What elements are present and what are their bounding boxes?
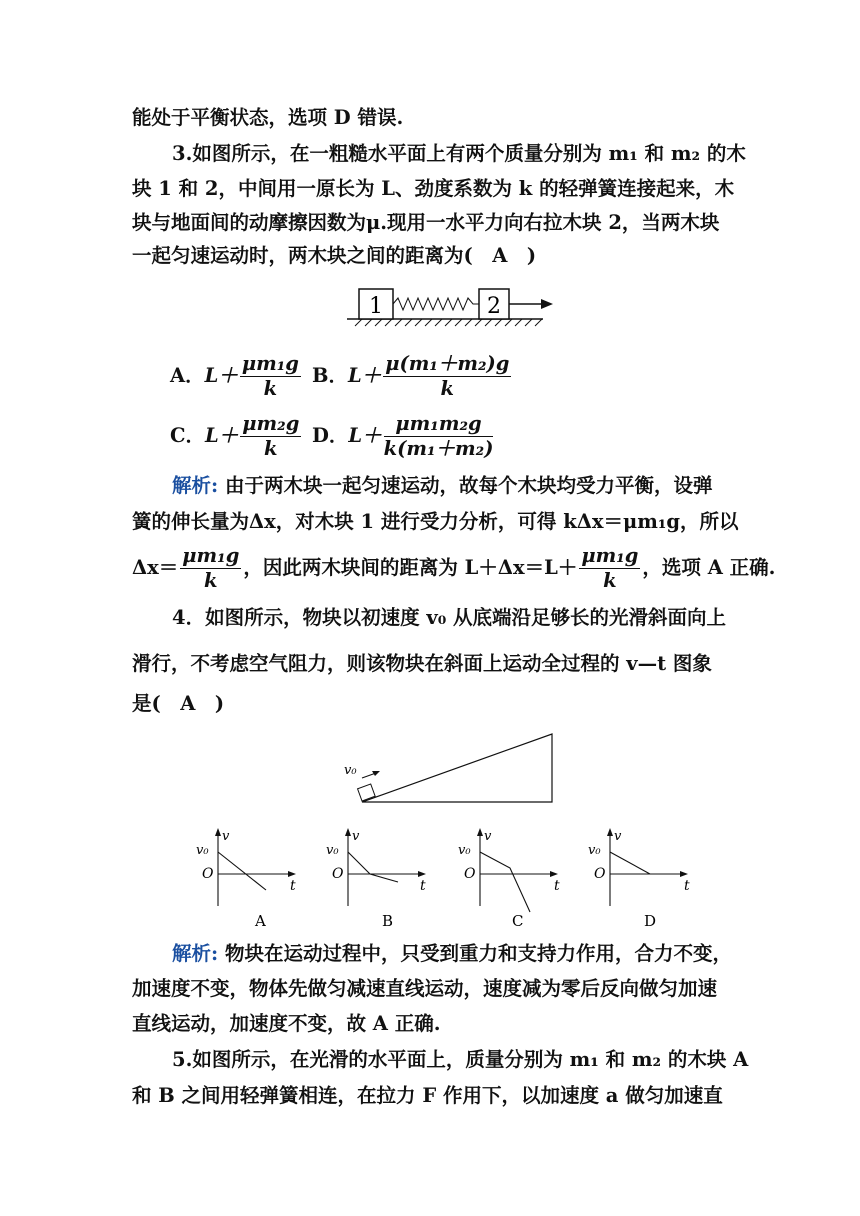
q4-line-3: 是( A )	[132, 692, 225, 715]
graph-c	[458, 828, 560, 930]
svg-text:v: v	[484, 829, 492, 844]
q3-line-4: 一起匀速运动时，两木块之间的距离为( A )	[132, 244, 537, 267]
spring	[393, 298, 479, 310]
svg-text:D: D	[644, 912, 657, 930]
q4-line-1: 4．如图所示，物块以初速度 v₀ 从底端沿足够长的光滑斜面向上	[172, 606, 727, 629]
svg-text:v₀: v₀	[326, 843, 339, 858]
svg-text:t: t	[420, 878, 426, 894]
q3-line-3: 块与地面间的动摩擦因数为μ.现用一水平力向右拉木块 2，当两木块	[132, 211, 720, 234]
q4-analysis-line-2: 加速度不变，物体先做匀减速直线运动，速度减为零后反向做匀加速	[132, 977, 718, 1000]
graph-d	[588, 828, 690, 930]
graph-a	[196, 828, 296, 930]
block-1-label: 1	[369, 294, 383, 319]
q3-line-1: 3.如图所示，在一粗糙水平面上有两个质量分别为 m₁ 和 m₂ 的木	[172, 142, 746, 165]
q4-analysis-line-3: 直线运动，加速度不变，故 A 正确.	[132, 1012, 441, 1035]
svg-text:t: t	[684, 878, 690, 894]
svg-text:C: C	[512, 912, 524, 930]
svg-text:t: t	[554, 878, 560, 894]
option-d: D．L＋ $\frac{\text{μm₁m₂g}}{\text{k(m₁＋m₂)}}$	[312, 412, 494, 460]
option-c: C．L＋ $\frac{\text{μm₂g}}{k}$	[170, 412, 300, 460]
block-2-label: 2	[487, 294, 501, 319]
spring-blocks-diagram	[345, 284, 555, 330]
option-b: B．L＋ $\frac{\text{μ(m₁＋m₂)g}}{k}$	[312, 352, 510, 400]
analysis-tag: 解析:	[172, 474, 219, 497]
svg-text:v: v	[352, 829, 360, 844]
svg-text:B: B	[382, 912, 394, 930]
svg-text:t: t	[290, 878, 296, 894]
arrow-head-icon	[541, 299, 553, 309]
svg-text:O: O	[464, 866, 476, 882]
svg-text:O: O	[332, 866, 344, 882]
q5-line-1: 5.如图所示，在光滑的水平面上，质量分别为 m₁ 和 m₂ 的木块 A	[172, 1048, 749, 1071]
analysis-tag: 解析:	[172, 942, 219, 965]
svg-text:v₀: v₀	[458, 843, 471, 858]
paragraph-line: 能处于平衡状态，选项 D 错误.	[132, 106, 404, 129]
svg-text:O: O	[202, 866, 214, 882]
q4-line-2: 滑行，不考虑空气阻力，则该物块在斜面上运动全过程的 v—t 图象	[132, 652, 712, 675]
svg-text:v₀: v₀	[196, 843, 209, 858]
incline-diagram	[340, 730, 560, 806]
incline-v0-label: v₀	[344, 763, 357, 778]
svg-text:v₀: v₀	[588, 843, 601, 858]
q3-analysis-line-2: 簧的伸长量为Δx，对木块 1 进行受力分析，可得 kΔx＝μm₁g，所以	[132, 510, 739, 533]
q3-analysis-line-1: 解析: 由于两木块一起匀速运动，故每个木块均受力平衡，设弹	[172, 474, 713, 497]
svg-text:A: A	[255, 912, 266, 930]
svg-text:v: v	[222, 829, 230, 844]
q3-line-2: 块 1 和 2，中间用一原长为 L、劲度系数为 k 的轻弹簧连接起来，木	[132, 177, 735, 200]
q3-analysis-line-3: Δx＝ $\frac{\text{μm₁g}}{k}$ ，因此两木块间的距离为 L＋Δx＝L＋ $\frac{\text{μm₁g}}{k}$ ，选项 A 正确.	[132, 544, 776, 592]
graph-b	[326, 828, 426, 930]
svg-text:O: O	[594, 866, 606, 882]
option-a: A．L＋ $\frac{\text{μm₁g}}{k}$	[170, 352, 299, 400]
q4-analysis-line-1: 解析: 物块在运动过程中，只受到重力和支持力作用，合力不变，	[172, 942, 732, 965]
svg-text:v: v	[614, 829, 622, 844]
q5-line-2: 和 B 之间用轻弹簧相连，在拉力 F 作用下，以加速度 a 做匀加速直	[132, 1084, 723, 1107]
vt-graphs	[190, 826, 710, 936]
